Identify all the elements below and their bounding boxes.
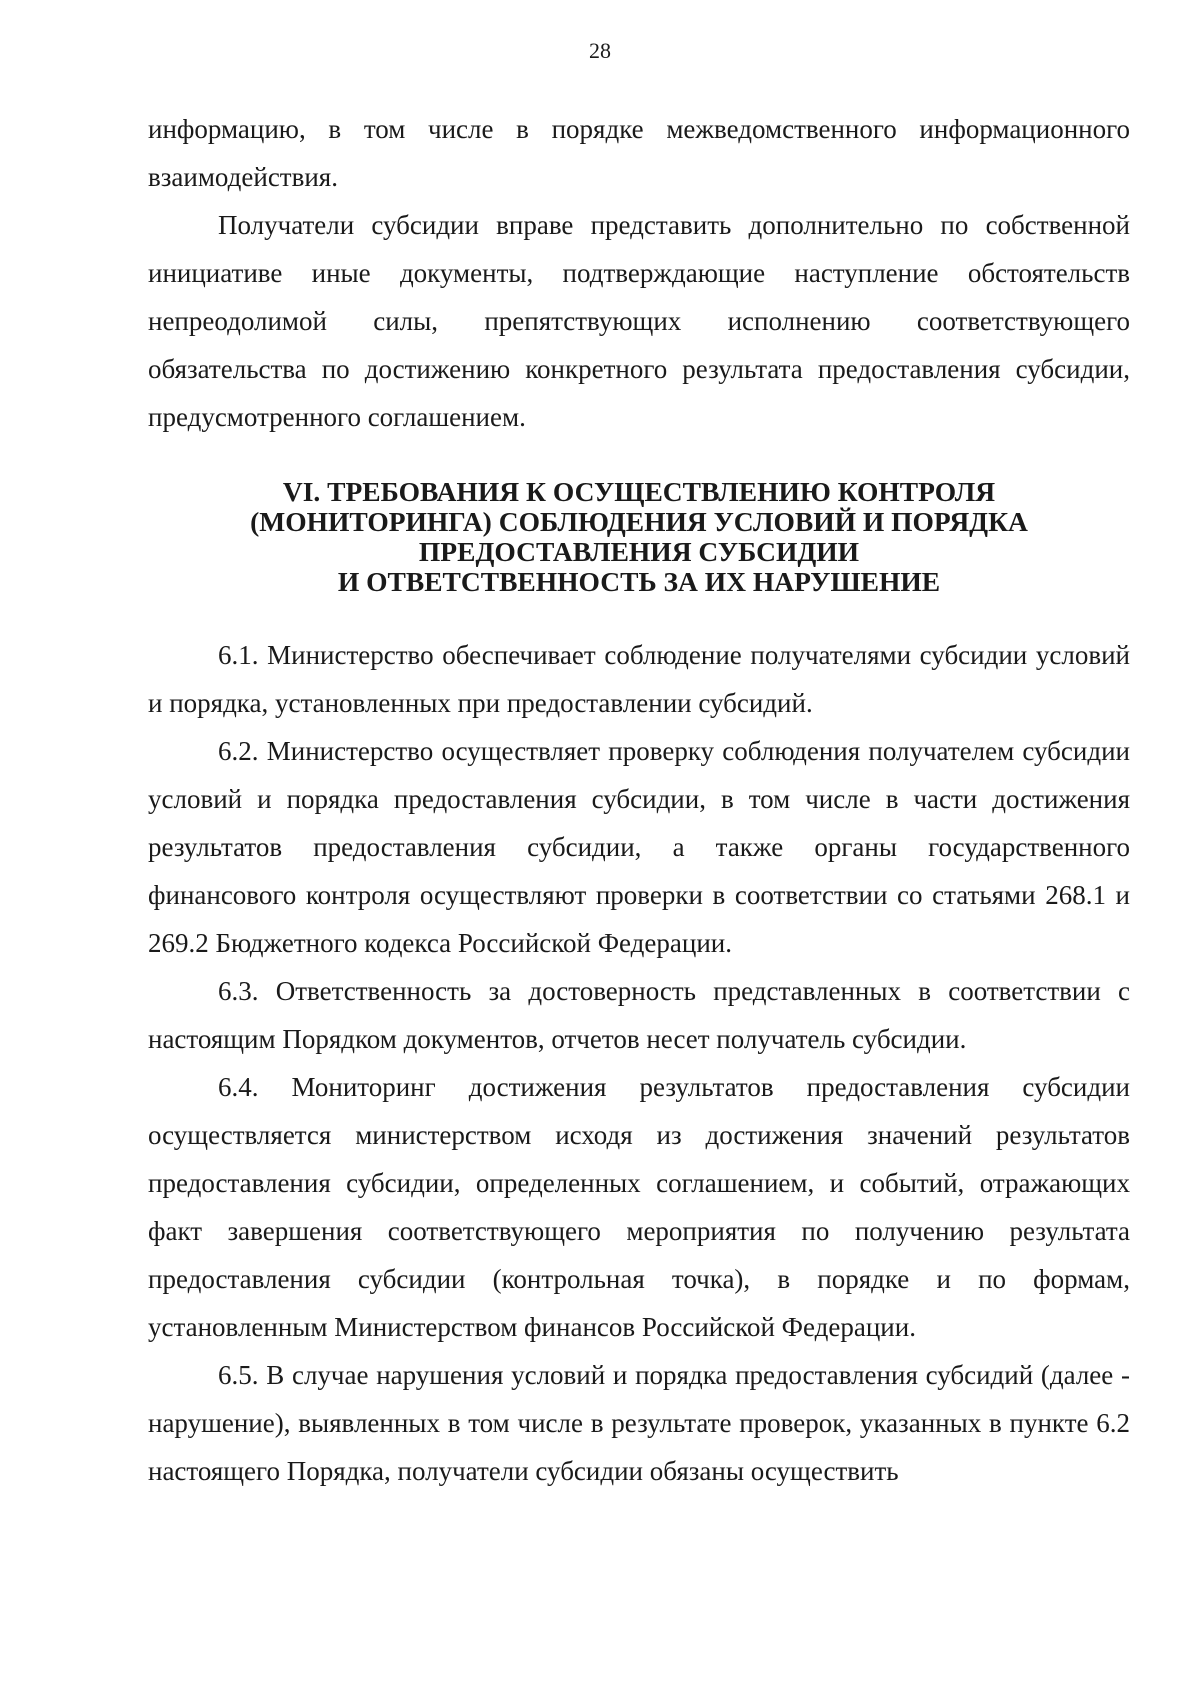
section-title	[148, 477, 1130, 597]
section-title-line: И ОТВЕТСТВЕННОСТЬ ЗА ИХ НАРУШЕНИЕ	[337, 566, 941, 597]
page-number: 28	[589, 38, 611, 63]
clause-6-3: 6.3. Ответственность за достоверность представленных в соответствии с настоящим Порядком документов, отчетов несет получатель субсидии.	[148, 976, 1130, 1054]
clause-6-2: 6.2. Министерство осуществляет проверку соблюдения получателем субсидии условий и порядка предоставления субсидии, в том числе в части достижения результатов предоставления субсидии, а также органы государственного финансового контроля осуществляют проверки в соответствии со статьями 268.1 и 269.2 Бюджетного кодекса Российской Федерации.	[148, 736, 1130, 958]
clause-6-5: 6.5. В случае нарушения условий и порядка предоставления субсидий (далее - нарушение), выявленных в том числе в результате проверок, указанных в пункте 6.2 настоящего Порядка, получатели субсидии обязаны осуществить	[148, 1360, 1130, 1486]
clause-6-1: 6.1. Министерство обеспечивает соблюдение получателями субсидии условий и порядка, установленных при предоставлении субсидий.	[148, 640, 1130, 718]
paragraph-force-majeure: Получатели субсидии вправе представить дополнительно по собственной инициативе иные документы, подтверждающие наступление обстоятельств непреодолимой силы, препятствующих исполнению соответствующего обязательства по достижению конкретного результата предоставления субсидии, предусмотренного соглашением.	[148, 210, 1130, 432]
clause-6-4: 6.4. Мониторинг достижения результатов предоставления субсидии осуществляется министерством исходя из достижения значений результатов предоставления субсидии, определенных соглашением, и событий, отражающих факт завершения соответствующего мероприятия по получению результата предоставления субсидии (контрольная точка), в порядке и по формам, установленным Министерством финансов Российской Федерации.	[148, 1072, 1130, 1342]
section-title-line: ПРЕДОСТАВЛЕНИЯ СУБСИДИИ	[418, 536, 860, 567]
section-title-line: VI. ТРЕБОВАНИЯ К ОСУЩЕСТВЛЕНИЮ КОНТРОЛЯ	[282, 476, 996, 507]
document-body	[148, 105, 1130, 1495]
section-title-line: (МОНИТОРИНГА) СОБЛЮДЕНИЯ УСЛОВИЙ И ПОРЯДКА	[250, 506, 1028, 537]
paragraph-continuation: информацию, в том числе в порядке межведомственного информационного взаимодействия.	[148, 114, 1130, 192]
